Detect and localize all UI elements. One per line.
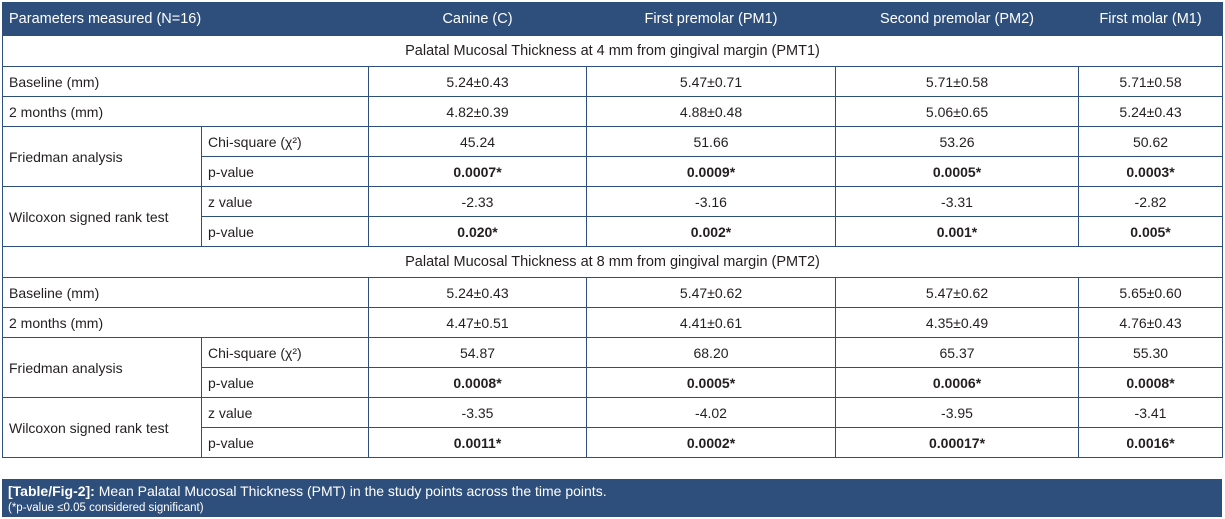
cell: 4.35±0.49 [836,308,1079,338]
cell: 0.00017* [836,428,1079,458]
table-row [3,338,1223,368]
cell: -2.82 [1079,187,1223,217]
section-title: Palatal Mucosal Thickness at 8 mm from gingival margin (PMT2) [3,247,1223,278]
cell: 5.47±0.62 [587,278,836,308]
cell: 4.88±0.48 [587,97,836,127]
stat-label: p-value [202,428,369,458]
row-label: Baseline (mm) [3,278,369,308]
cell: 5.71±0.58 [1079,67,1223,97]
section-title: Palatal Mucosal Thickness at 4 mm from gingival margin (PMT1) [3,36,1223,67]
row-label: 2 months (mm) [3,308,369,338]
cell: -3.35 [369,398,587,428]
cell: 0.0005* [836,157,1079,187]
cell: -3.16 [587,187,836,217]
table-row [3,308,1223,338]
cell: 65.37 [836,338,1079,368]
section-row [3,36,1223,67]
cell: 0.0005* [587,368,836,398]
header-canine: Canine (C) [369,3,587,36]
cell: 4.47±0.51 [369,308,587,338]
cell: 0.0006* [836,368,1079,398]
results-table [2,2,1223,458]
cell: 55.30 [1079,338,1223,368]
cell: 0.0007* [369,157,587,187]
row-label: Baseline (mm) [3,67,369,97]
cell: 68.20 [587,338,836,368]
table-row [3,97,1223,127]
table-caption [2,479,1222,517]
caption-line [8,483,1216,499]
group-label: Friedman analysis [3,338,202,398]
stat-label: p-value [202,157,369,187]
cell: 5.47±0.71 [587,67,836,97]
table-row [3,127,1223,157]
cell: -4.02 [587,398,836,428]
table-row [3,278,1223,308]
cell: 5.06±0.65 [836,97,1079,127]
cell: 0.0016* [1079,428,1223,458]
cell: 0.0008* [1079,368,1223,398]
cell: 0.020* [369,217,587,247]
stat-label: z value [202,398,369,428]
cell: 53.26 [836,127,1079,157]
table-row [3,187,1223,217]
stat-label: Chi-square (χ²) [202,338,369,368]
caption-text: Mean Palatal Mucosal Thickness (PMT) in the study points across the time points. [94,483,607,499]
cell: 0.0008* [369,368,587,398]
stat-label: z value [202,187,369,217]
cell: 51.66 [587,127,836,157]
cell: 45.24 [369,127,587,157]
cell: 5.24±0.43 [369,278,587,308]
cell: 0.0009* [587,157,836,187]
group-label: Wilcoxon signed rank test [3,398,202,458]
cell: 0.001* [836,217,1079,247]
caption-tag: [Table/Fig-2]: [8,483,95,499]
table-row [3,67,1223,97]
cell: 5.71±0.58 [836,67,1079,97]
cell: 5.47±0.62 [836,278,1079,308]
stat-label: Chi-square (χ²) [202,127,369,157]
cell: 5.24±0.43 [1079,97,1223,127]
cell: 54.87 [369,338,587,368]
cell: -3.95 [836,398,1079,428]
stat-label: p-value [202,368,369,398]
cell: 4.41±0.61 [587,308,836,338]
cell: -3.41 [1079,398,1223,428]
cell: 0.0002* [587,428,836,458]
cell: 4.76±0.43 [1079,308,1223,338]
cell: 4.82±0.39 [369,97,587,127]
row-label: 2 months (mm) [3,97,369,127]
cell: 5.65±0.60 [1079,278,1223,308]
header-first-premolar: First premolar (PM1) [587,3,836,36]
group-label: Friedman analysis [3,127,202,187]
cell: 50.62 [1079,127,1223,157]
caption-note: (*p-value ≤0.05 considered significant) [8,502,204,514]
section-row [3,247,1223,278]
group-label: Wilcoxon signed rank test [3,187,202,247]
cell: 5.24±0.43 [369,67,587,97]
stat-label: p-value [202,217,369,247]
table-row [3,398,1223,428]
cell: -2.33 [369,187,587,217]
header-second-premolar: Second premolar (PM2) [836,3,1079,36]
header-first-molar: First molar (M1) [1079,3,1223,36]
cell: 0.0003* [1079,157,1223,187]
cell: 0.002* [587,217,836,247]
cell: 0.0011* [369,428,587,458]
header-row [3,3,1223,36]
cell: -3.31 [836,187,1079,217]
header-param: Parameters measured (N=16) [3,3,369,36]
cell: 0.005* [1079,217,1223,247]
